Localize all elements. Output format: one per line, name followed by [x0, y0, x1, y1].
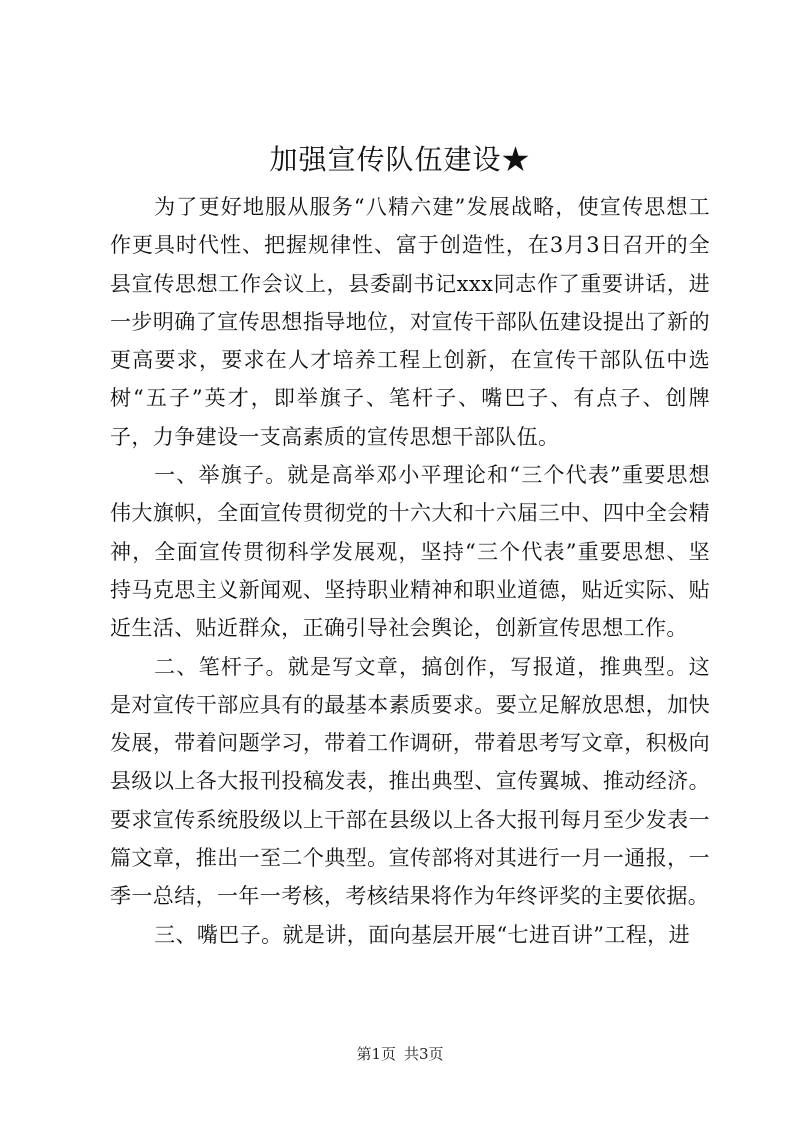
document-body: [110, 188, 710, 954]
paragraph-raise-flag: 一、举旗子。就是高举邓小平理论和“三个代表”重要思想伟大旗帜，全面宣传贯彻党的十六大和十六届三中、四中全会精神，全面宣传贯彻科学发展观，坚持“三个代表”重要思想、坚持马克思主义新闻观、坚持职业精神和职业道德，贴近实际、贴近生活、贴近群众，正确引导社会舆论，创新宣传思想工作。: [110, 463, 710, 641]
page-total: 共3页: [404, 1045, 444, 1063]
paragraph-speech: 三、嘴巴子。就是讲，面向基层开展“七进百讲”工程，进: [154, 922, 690, 947]
paragraph-intro: 为了更好地服从服务“八精六建”发展战略，使宣传思想工作更具时代性、把握规律性、富于创造性，在3月3日召开的全县宣传思想工作会议上，县委副书记xxx同志作了重要讲话，进一步明确了宣传思想指导地位，对宣传干部队伍建设提出了新的更高要求，要求在人才培养工程上创新，在宣传干部队伍中选树“五子”英才，即举旗子、笔杆子、嘴巴子、有点子、创牌子，力争建设一支高素质的宣传思想干部队伍。: [110, 195, 710, 449]
page-footer: [0, 1044, 800, 1064]
page-number: 第1页: [356, 1045, 396, 1063]
document-title: 加强宣传队伍建设★: [269, 143, 531, 176]
paragraph-pen: 二、笔杆子。就是写文章，搞创作，写报道，推典型。这是对宣传干部应具有的最基本素质要求。要立足解放思想，加快发展，带着问题学习，带着工作调研，带着思考写文章，积极向县级以上各大报刊投稿发表，推出典型、宣传翼城、推动经济。要求宣传系统股级以上干部在县级以上各大报刊每月至少发表一篇文章，推出一至二个典型。宣传部将对其进行一月一通报，一季一总结，一年一考核，考核结果将作为年终评奖的主要依据。: [110, 654, 710, 909]
